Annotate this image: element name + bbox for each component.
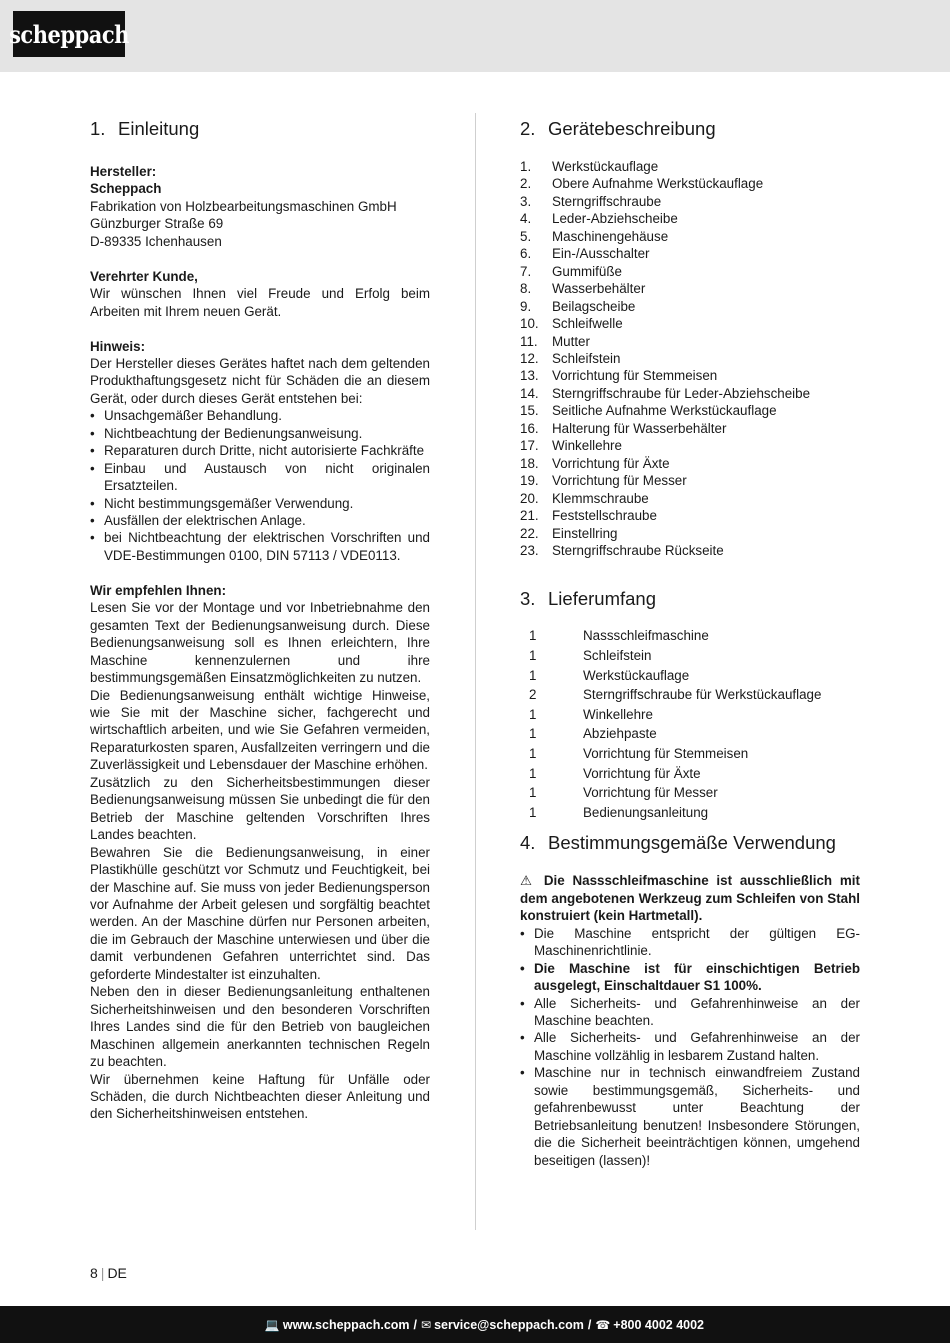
table-row: [520, 765, 821, 785]
part-item: [520, 490, 860, 507]
note-list: [90, 407, 430, 564]
greeting-text: Wir wünschen Ihnen viel Freude und Erfolg beim Arbeiten mit Ihrem neuen Gerät.: [90, 286, 430, 319]
section-title: Lieferumfang: [548, 588, 656, 610]
warning-paragraph: [520, 872, 860, 924]
part-label: Mutter: [552, 333, 590, 349]
part-label: Schleifwelle: [552, 316, 623, 332]
section-number: 2.: [520, 118, 536, 139]
recommend-paragraph: Die Bedienungsanweisung enthält wichtige Hinweise, wie Sie mit der Maschine sicher, fachgerecht und wirtschaftlich arbeiten, und wie Sie Gefahren vermeiden, Reparaturkosten sparen, Ausfallzeiten verringern und die Zuverlässigkeit und Lebensdauer der Maschine erhöhen.: [90, 687, 430, 773]
part-item: [520, 245, 860, 262]
left-column: [90, 117, 430, 1123]
recommend-paragraph: Zusätzlich zu den Sicherheitsbestimmungen dieser Bedienungsanweisung müssen Sie unbedingt die für den Betrieb der Maschine geltenden Vorschriften Ihres Landes beachten.: [90, 774, 430, 843]
part-number: 8.: [520, 281, 532, 297]
item-cell: Schleifstein: [583, 648, 652, 664]
part-number: 22.: [520, 525, 539, 541]
part-item: [520, 542, 860, 559]
part-number: 1.: [520, 159, 532, 174]
quantity-cell: 1: [529, 667, 537, 683]
part-number: 23.: [520, 542, 539, 558]
page-separator: |: [100, 1265, 105, 1281]
list-item: • Maschine nur in technisch einwandfreiem Zustand sowie bestimmungsgemäß, Sicherheits- und gefahrenbewusst unter Beachtung der Betriebsanleitung benutzen! Insbesondere Störungen, die die Sicherheit beeinträchtigen können, umgehend beseitigen (lassen)!: [520, 1064, 860, 1169]
header-bar: [0, 0, 950, 72]
item-cell: Bedienungsanleitung: [583, 804, 709, 820]
part-number: 6.: [520, 246, 532, 262]
website-link[interactable]: www.scheppach.com: [282, 1317, 410, 1332]
quantity-cell: 1: [529, 745, 537, 761]
computer-icon: 💻: [264, 1317, 280, 1332]
section-3-heading: [520, 587, 860, 611]
part-number: 10.: [520, 316, 539, 332]
part-number: 15.: [520, 403, 539, 419]
part-label: Gummifüße: [552, 263, 622, 279]
quantity-cell: 1: [529, 628, 537, 644]
list-item: • Nicht bestimmungsgemäßer Verwendung.: [90, 495, 430, 512]
part-number: 20.: [520, 490, 539, 506]
table-row: [520, 706, 821, 726]
part-number: 3.: [520, 193, 532, 209]
part-item: [520, 315, 860, 332]
recommend-paragraph: Bewahren Sie die Bedienungsanweisung, in einer Plastikhülle geschützt vor Schmutz und Feuchtigkeit, bei der Maschine auf. Sie muss von jeder Bedienungsperson vor Aufnahme der Arbeit gelesen und sorgfältig beachtet werden. An der Maschine dürfen nur Personen arbeiten, die im Gebrauch der Maschine unterwiesen und über die damit verbundenen Gefahren unterrichtet sind. Das geforderte Mindestalter ist einzuhalten.: [90, 844, 430, 982]
section-title: Bestimmungsgemäße Verwendung: [548, 832, 836, 854]
part-number: 19.: [520, 473, 539, 489]
item-cell: Sterngriffschraube für Werkstückauflage: [583, 687, 822, 703]
item-cell: Winkellehre: [583, 706, 653, 722]
list-item: • Die Maschine ist für einschichtigen Betrieb ausgelegt, Einschaltdauer S1 100%.: [520, 960, 860, 995]
part-item: [520, 175, 860, 192]
item-cell: Vorrichtung für Stemmeisen: [583, 745, 749, 761]
table-row: [520, 667, 821, 687]
section-number: 4.: [520, 832, 536, 854]
footer-bar: [0, 1306, 950, 1343]
column-divider: [475, 113, 476, 1230]
part-item: [520, 455, 860, 472]
part-label: Wasserbehälter: [552, 281, 646, 297]
warning-text: Die Nassschleifmaschine ist ausschließlich mit dem angebotenen Werkzeug zum Schleifen von Stahl konstruiert (kein Hartmetall).: [520, 873, 860, 924]
part-item: [520, 525, 860, 542]
part-item: [520, 210, 860, 227]
item-cell: Abziehpaste: [583, 726, 657, 742]
usage-list: [520, 925, 860, 1169]
item-cell: Nassschleifmaschine: [583, 628, 709, 644]
table-row: [520, 784, 821, 804]
part-item: [520, 193, 860, 210]
part-item: [520, 402, 860, 419]
recommend-paragraph: Neben den in dieser Bedienungsanleitung enthaltenen Sicherheitshinweisen und den besonderen Vorschriften Ihres Landes sind die für den Betrieb von baugleichen Maschinen allgemein anerkannten technischen Regeln zu beachten.: [90, 984, 430, 1070]
greeting-label: Verehrter Kunde,: [90, 268, 198, 284]
part-number: 16.: [520, 420, 539, 436]
list-item: • Reparaturen durch Dritte, nicht autorisierte Fachkräfte: [90, 442, 430, 459]
list-item: • Ausfällen der elektrischen Anlage.: [90, 512, 430, 529]
part-item: [520, 385, 860, 402]
part-label: Klemmschraube: [552, 490, 649, 506]
part-item: [520, 472, 860, 489]
parts-list: [520, 158, 860, 559]
address-line: D-89335 Ichenhausen: [90, 233, 222, 249]
part-number: 9.: [520, 298, 532, 314]
address-line: Günzburger Straße 69: [90, 216, 224, 232]
scheppach-logo: scheppach: [13, 11, 125, 57]
list-item: • Einbau und Austausch von nicht originalen Ersatzteilen.: [90, 460, 430, 495]
note-label: Hinweis:: [90, 338, 146, 354]
part-label: Winkellehre: [552, 438, 622, 454]
envelope-icon: ✉: [421, 1317, 432, 1332]
manufacturer-label: Hersteller:: [90, 164, 157, 179]
quantity-cell: 1: [529, 765, 537, 781]
part-item: [520, 263, 860, 280]
table-row: [520, 725, 821, 745]
quantity-cell: 1: [529, 706, 537, 722]
right-column: [520, 117, 860, 1169]
section-title: Einleitung: [118, 118, 200, 139]
warning-icon: ⚠: [520, 873, 537, 889]
manufacturer-name: Scheppach: [90, 181, 162, 197]
section-4-heading: [520, 831, 860, 855]
part-label: Sterngriffschraube Rückseite: [552, 542, 724, 558]
part-number: 5.: [520, 228, 532, 244]
part-item: [520, 333, 860, 350]
part-label: Vorrichtung für Messer: [552, 473, 687, 489]
part-number: 12.: [520, 350, 539, 366]
part-item: [520, 507, 860, 524]
part-label: Sterngriffschraube für Leder-Abziehscheibe: [552, 385, 811, 401]
part-number: 11.: [520, 333, 538, 349]
table-row: [520, 627, 821, 647]
part-item: [520, 298, 860, 315]
email-link[interactable]: service@scheppach.com: [434, 1317, 584, 1332]
note-text: Der Hersteller dieses Gerätes haftet nach dem geltenden Produkthaftungsgesetz nicht für Schäden die an diesem Gerät, oder durch dieses Gerät entstehen bei:: [90, 355, 430, 406]
list-item: • Alle Sicherheits- und Gefahrenhinweise an der Maschine beachten.: [520, 995, 860, 1030]
table-row: [520, 745, 821, 765]
part-item: [520, 280, 860, 297]
recommend-paragraph: Wir übernehmen keine Haftung für Unfälle oder Schäden, die durch Nichtbeachten dieser Anleitung und den Sicherheitshinweisen entstehen.: [90, 1071, 430, 1122]
recommend-label: Wir empfehlen Ihnen:: [90, 582, 227, 598]
part-label: Vorrichtung für Äxte: [552, 455, 670, 471]
part-number: 13.: [520, 368, 539, 384]
part-label: Halterung für Wasserbehälter: [552, 420, 727, 436]
item-cell: Vorrichtung für Äxte: [583, 765, 701, 781]
table-row: [520, 686, 821, 706]
part-number: 7.: [520, 263, 532, 279]
item-cell: Werkstückauflage: [583, 667, 690, 683]
part-item: [520, 420, 860, 437]
part-number: 2.: [520, 176, 532, 192]
footer-separator: /: [587, 1317, 592, 1332]
part-label: Seitliche Aufnahme Werkstückauflage: [552, 403, 777, 419]
part-item: [520, 437, 860, 454]
list-item: • Alle Sicherheits- und Gefahrenhinweise an der Maschine vollzählig in lesbarem Zustand halten.: [520, 1029, 860, 1064]
part-item: [520, 228, 860, 245]
part-label: Leder-Abziehscheibe: [552, 211, 678, 227]
language-code: DE: [107, 1265, 127, 1281]
list-item: • Unsachgemäßer Behandlung.: [90, 407, 430, 424]
section-2-heading: [520, 117, 860, 141]
part-number: 21.: [520, 508, 539, 524]
part-label: Sterngriffschraube: [552, 193, 662, 209]
quantity-cell: 1: [529, 804, 537, 820]
quantity-cell: 1: [529, 785, 537, 801]
part-label: Maschinengehäuse: [552, 228, 669, 244]
part-item: [520, 158, 860, 175]
quantity-cell: 1: [529, 648, 537, 664]
part-label: Einstellring: [552, 525, 618, 541]
part-item: [520, 350, 860, 367]
part-number: 18.: [520, 455, 539, 471]
footer-separator: /: [413, 1317, 418, 1332]
item-cell: Vorrichtung für Messer: [583, 785, 718, 801]
quantity-cell: 1: [529, 726, 537, 742]
part-number: 17.: [520, 438, 539, 454]
quantity-cell: 2: [529, 687, 537, 703]
page-number-value: 8: [90, 1265, 98, 1281]
phone-link[interactable]: +800 4002 4002: [613, 1317, 704, 1332]
section-number: 1.: [90, 118, 106, 139]
part-number: 14.: [520, 385, 539, 401]
list-item: • Die Maschine entspricht der gültigen EG-Maschinenrichtlinie.: [520, 925, 860, 960]
part-label: Beilagscheibe: [552, 298, 636, 314]
part-label: Vorrichtung für Stemmeisen: [552, 368, 718, 384]
part-label: Feststellschraube: [552, 508, 657, 524]
list-item: • bei Nichtbeachtung der elektrischen Vorschriften und VDE-Bestimmungen 0100, DIN 57113 / VDE0113.: [90, 529, 430, 564]
part-number: 4.: [520, 211, 532, 227]
table-row: [520, 804, 821, 824]
recommend-paragraph: Lesen Sie vor der Montage und vor Inbetriebnahme den gesamten Text der Bedienungsanweisung durch. Diese Bedienungsanweisung soll es Ihnen erleichtern, Ihre Maschine kennenzulernen und ihre bestimmungsgemäßen Einsatzmöglichkeiten zu nutzen.: [90, 600, 430, 686]
page-number: [90, 1265, 127, 1281]
phone-icon: ☎: [595, 1317, 611, 1332]
table-row: [520, 647, 821, 667]
delivery-table: [520, 627, 821, 823]
section-1-heading: [90, 117, 430, 141]
part-item: [520, 367, 860, 384]
part-label: Obere Aufnahme Werkstückauflage: [552, 176, 764, 192]
part-label: Werkstückauflage: [552, 159, 659, 174]
part-label: Schleifstein: [552, 350, 621, 366]
section-number: 3.: [520, 588, 536, 610]
list-item: • Nichtbeachtung der Bedienungsanweisung.: [90, 425, 430, 442]
part-label: Ein-/Ausschalter: [552, 246, 650, 262]
section-title: Gerätebeschreibung: [548, 118, 716, 139]
address-line: Fabrikation von Holzbearbeitungsmaschinen GmbH: [90, 198, 397, 214]
